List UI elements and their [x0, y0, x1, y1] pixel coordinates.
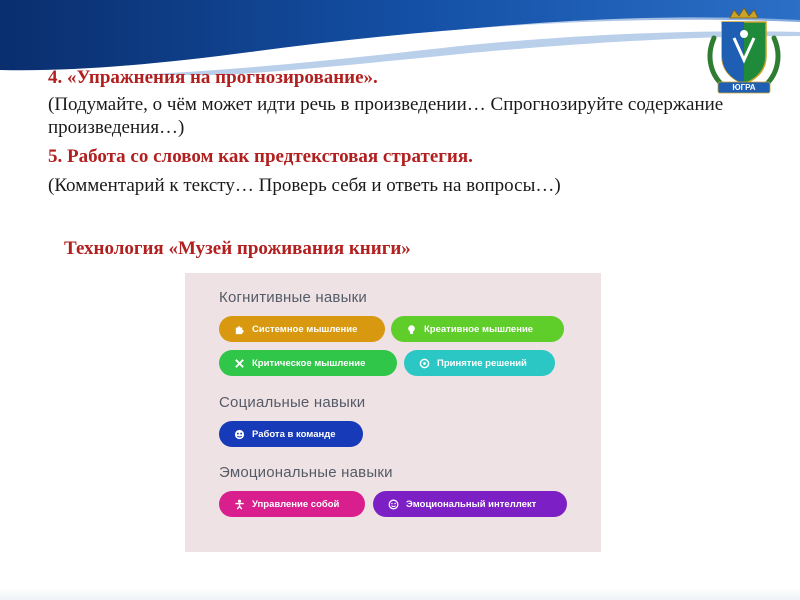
cognitive-skills-title: Когнитивные навыки: [219, 289, 367, 306]
point-5-heading: 5. Работа со словом как предтекстовая стратегия.: [48, 146, 473, 167]
skills-infographic: [185, 273, 601, 552]
cross-arrows-icon: [233, 357, 245, 369]
social-skills-title: Социальные навыки: [219, 394, 366, 411]
skill-self-management: [219, 491, 365, 517]
point-4-heading: 4. «Упражнения на прогнозирование».: [48, 67, 378, 88]
emotional-skills-title: Эмоциональные навыки: [219, 464, 393, 481]
skill-teamwork: [219, 421, 363, 447]
skill-critical-thinking: [219, 350, 397, 376]
footer-strip: [0, 588, 800, 600]
emblem-ribbon-text: ЮГРА: [732, 83, 756, 92]
skill-systems-thinking: [219, 316, 385, 342]
slide-body: [48, 66, 728, 197]
skill-label: Работа в команде: [252, 428, 336, 440]
lightbulb-icon: [405, 323, 417, 335]
skill-decision-making: [404, 350, 555, 376]
skill-label: Управление собой: [252, 498, 340, 510]
skill-label: Системное мышление: [252, 323, 358, 335]
skill-creative-thinking: [391, 316, 564, 342]
skill-label: Эмоциональный интеллект: [406, 498, 537, 510]
skill-label: Критическое мышление: [252, 357, 366, 369]
technology-title: Технология «Музей проживания книги»: [64, 238, 411, 259]
skill-emotional-intelligence: [373, 491, 567, 517]
person-icon: [233, 498, 245, 510]
top-banner: [0, 0, 800, 75]
puzzle-icon: [233, 323, 245, 335]
point-5-body: (Комментарий к тексту… Проверь себя и ответь на вопросы…): [48, 175, 561, 196]
skill-label: Принятие решений: [437, 357, 527, 369]
team-icon: [233, 428, 245, 440]
target-icon: [418, 357, 430, 369]
smile-icon: [387, 498, 399, 510]
point-4-body: (Подумайте, о чём может идти речь в произведении… Спрогнозируйте содержание произведения…): [48, 94, 724, 138]
skill-label: Креативное мышление: [424, 323, 534, 335]
